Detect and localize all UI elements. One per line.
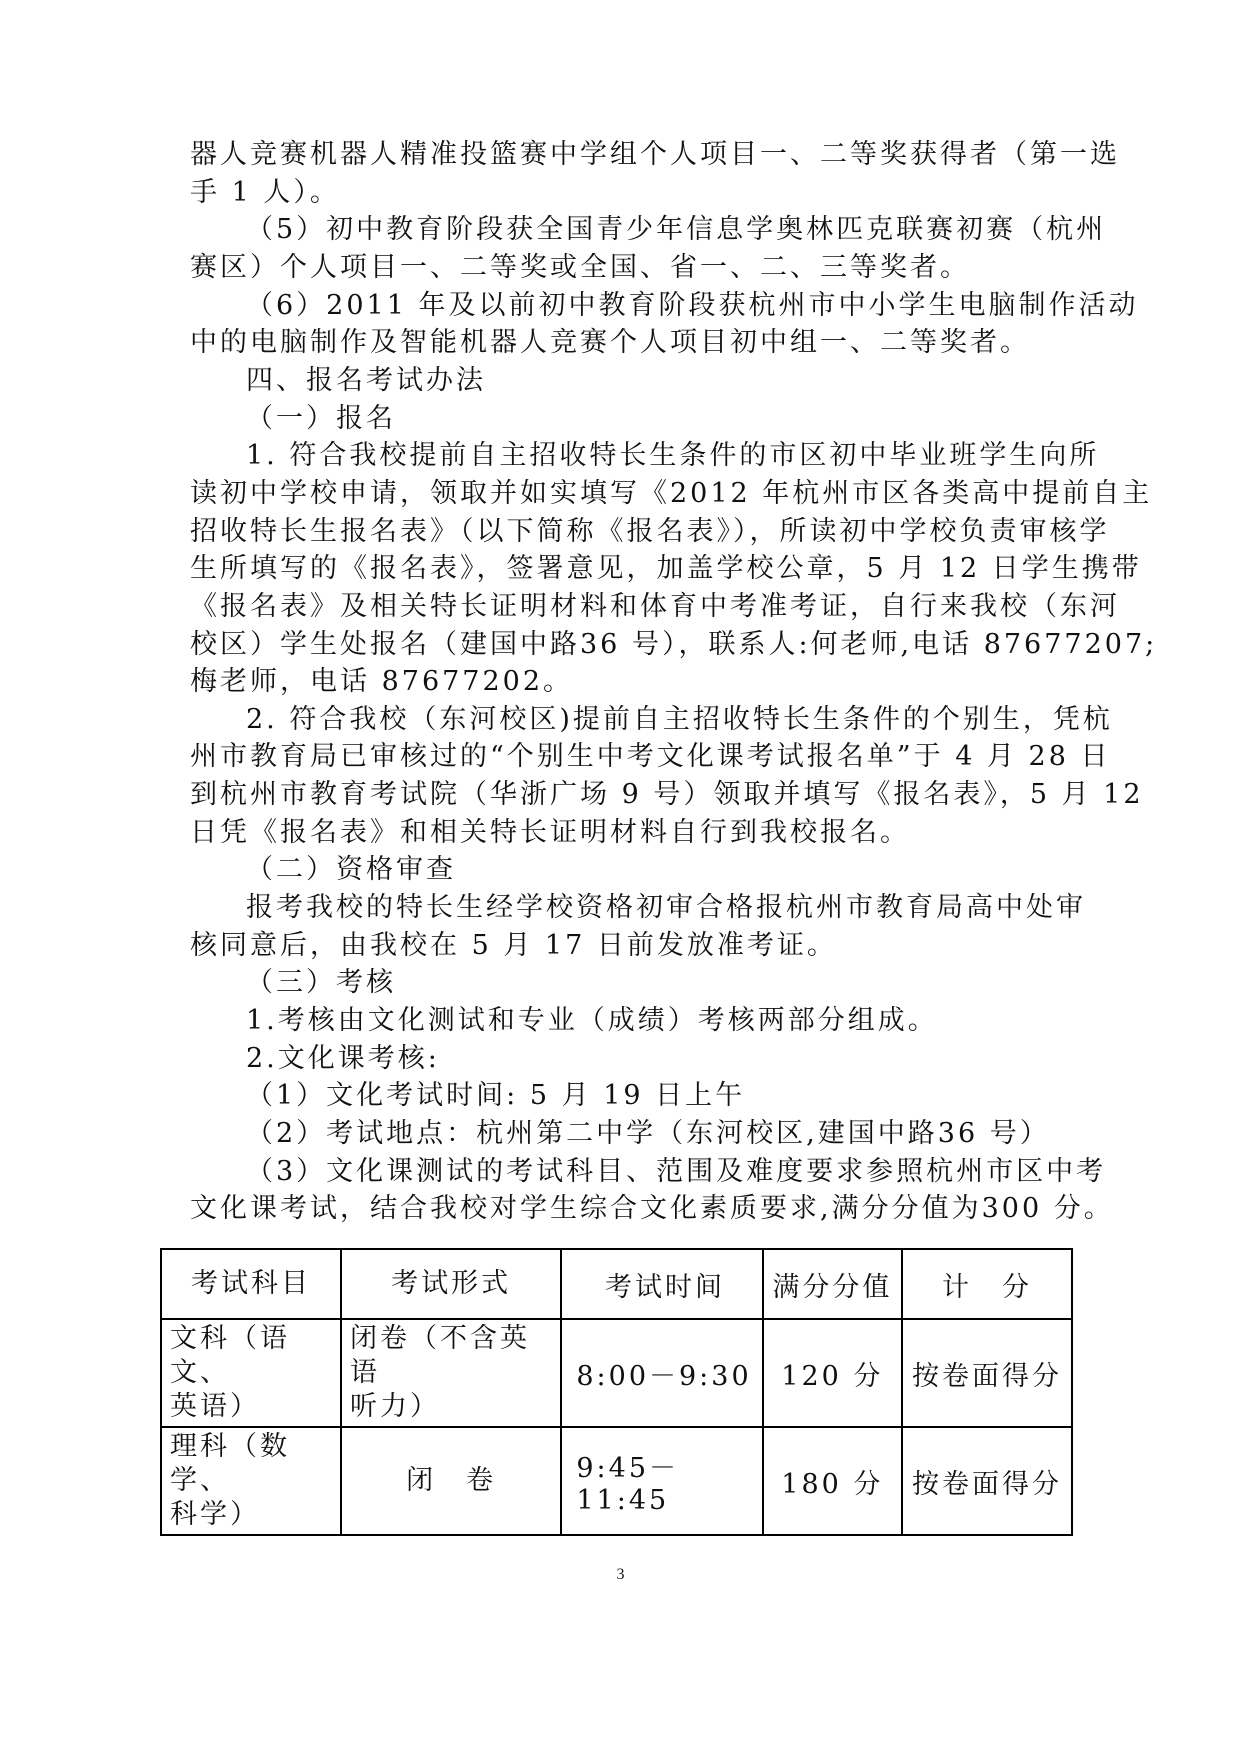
paragraph-line: 器人竞赛机器人精准投篮赛中学组个人项目一、二等奖获得者（第一选 xyxy=(190,139,1120,170)
table-header-row xyxy=(161,1249,1072,1319)
subject-cell xyxy=(161,1427,341,1535)
paragraph-line: （5）初中教育阶段获全国青少年信息学奥林匹克联赛初赛（杭州 xyxy=(246,214,1107,245)
grading-method-cell: 按卷面得分 xyxy=(902,1319,1072,1427)
paragraph-line: （3）文化课测试的考试科目、范围及难度要求参照杭州市区中考 xyxy=(246,1156,1107,1187)
form-text: 听力） xyxy=(349,1391,440,1422)
paragraph-line: 核同意后，由我校在 5 月 17 日前发放准考证。 xyxy=(190,930,837,961)
table-header-cell: 计 分 xyxy=(902,1249,1072,1319)
paragraph-line: 到杭州市教育考试院（华浙广场 9 号）领取并填写《报名表》，5 月 12 xyxy=(190,779,1144,810)
paragraph-line: （1）文化考试时间: 5 月 19 日上午 xyxy=(246,1080,746,1111)
subject-cell xyxy=(161,1319,341,1427)
paragraph-line: （2）考试地点：杭州第二中学（东河校区,建国中路36 号） xyxy=(246,1118,1050,1149)
table-header-cell: 满分分值 xyxy=(763,1249,903,1319)
table-row xyxy=(161,1319,1072,1427)
section-heading: 四、报名考试办法 xyxy=(246,365,486,396)
paragraph-line: （6）2011 年及以前初中教育阶段获杭州市中小学生电脑制作活动 xyxy=(246,290,1139,321)
grading-method-cell: 按卷面得分 xyxy=(902,1427,1072,1535)
form-cell xyxy=(341,1319,561,1427)
form-text: 闭卷（不含英语 xyxy=(349,1323,530,1388)
exam-schedule-table xyxy=(160,1248,1073,1536)
paragraph-line: 日凭《报名表》和相关特长证明材料自行到我校报名。 xyxy=(190,817,910,848)
paragraph-line: 文化课考试，结合我校对学生综合文化素质要求,满分分值为300 分。 xyxy=(190,1193,1114,1224)
form-text: 闭 卷 xyxy=(406,1465,497,1496)
form-cell xyxy=(341,1427,561,1535)
paragraph-line: 赛区）个人项目一、二等奖或全国、省一、二、三等奖者。 xyxy=(190,252,970,283)
paragraph-line: 1. 符合我校提前自主招收特长生条件的市区初中毕业班学生向所 xyxy=(246,440,1100,471)
score-cell: 120 分 xyxy=(763,1319,903,1427)
table-header-cell: 考试时间 xyxy=(561,1249,762,1319)
paragraph-line: 报考我校的特长生经学校资格初审合格报杭州市教育局高中处审 xyxy=(246,892,1086,923)
page-number: 3 xyxy=(616,1566,625,1583)
paragraph-line: 2. 符合我校（东河校区)提前自主招收特长生条件的个别生，凭杭 xyxy=(246,704,1113,735)
paragraph-line: 2.文化课考核: xyxy=(246,1043,440,1074)
subject-text: 科学） xyxy=(170,1499,260,1530)
paragraph-line: 读初中学校申请，领取并如实填写《2012 年杭州市区各类高中提前自主 xyxy=(190,478,1153,509)
time-cell: 9:45－11:45 xyxy=(561,1427,762,1535)
table-row xyxy=(161,1427,1072,1535)
subsection-heading: （一）报名 xyxy=(246,403,396,434)
paragraph-line: 手 1 人）。 xyxy=(190,177,340,208)
paragraph-line: 1.考核由文化测试和专业（成绩）考核两部分组成。 xyxy=(246,1005,938,1036)
paragraph-line: 校区）学生处报名（建国中路36 号），联系人:何老师,电话 87677207; xyxy=(190,629,1158,660)
paragraph-line: 生所填写的《报名表》，签署意见，加盖学校公章，5 月 12 日学生携带 xyxy=(190,553,1142,584)
paragraph-line: 中的电脑制作及智能机器人竞赛个人项目初中组一、二等奖者。 xyxy=(190,327,1030,358)
table-header-cell: 考试科目 xyxy=(161,1249,341,1319)
subsection-heading: （二）资格审查 xyxy=(246,854,456,885)
paragraph-line: 《报名表》及相关特长证明材料和体育中考准考证，自行来我校（东河 xyxy=(190,591,1120,622)
subject-text: 文科（语文、 xyxy=(170,1323,290,1388)
subject-text: 英语） xyxy=(170,1391,260,1422)
time-cell: 8:00－9:30 xyxy=(561,1319,762,1427)
paragraph-line: 招收特长生报名表》（以下简称《报名表》），所读初中学校负责审核学 xyxy=(190,516,1110,547)
subsection-heading: （三）考核 xyxy=(246,967,396,998)
table-header-cell: 考试形式 xyxy=(341,1249,561,1319)
score-cell: 180 分 xyxy=(763,1427,903,1535)
paragraph-line: 梅老师，电话 87677202。 xyxy=(190,666,574,697)
paragraph-line: 州市教育局已审核过的“个别生中考文化课考试报名单”于 4 月 28 日 xyxy=(190,741,1111,772)
subject-text: 理科（数学、 xyxy=(170,1431,290,1496)
